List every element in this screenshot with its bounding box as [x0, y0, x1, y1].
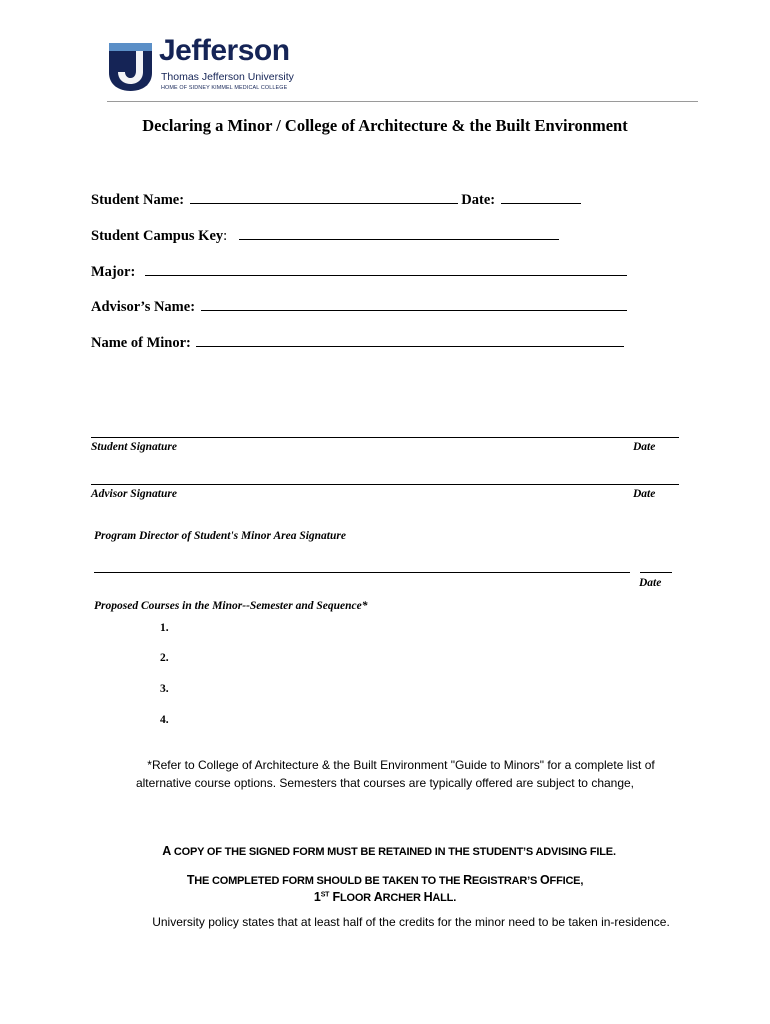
date-label: Date: [461, 192, 496, 208]
advisor-date-label: Date [633, 488, 656, 500]
student-name-label: Student Name: [91, 192, 185, 208]
program-director-signature-line[interactable] [94, 572, 630, 573]
director-date-label: Date [639, 577, 662, 589]
minor-name-label: Name of Minor: [91, 335, 191, 351]
advisor-name-row [91, 298, 627, 316]
minor-name-row [91, 334, 624, 352]
logo-subtitle: Thomas Jefferson University [161, 71, 294, 83]
registered-mark: ® [144, 82, 148, 88]
advisor-name-field[interactable] [201, 298, 627, 311]
campus-key-label: Student Campus Key [91, 228, 224, 244]
logo-wordmark: Jefferson [159, 34, 290, 67]
major-row [91, 263, 627, 281]
advisor-name-label: Advisor’s Name: [91, 299, 196, 315]
student-date-label: Date [633, 441, 656, 453]
campus-key-field[interactable] [239, 227, 559, 240]
student-name-row [91, 191, 581, 209]
course-item: 4. [160, 714, 169, 726]
logo-home-line: HOME OF SIDNEY KIMMEL MEDICAL COLLEGE [161, 85, 288, 91]
course-item: 2. [160, 652, 169, 664]
student-signature-line[interactable] [91, 437, 679, 438]
residence-policy: University policy states that at least half of the credits for the minor need to be taken in-residence. [152, 915, 670, 929]
courses-heading: Proposed Courses in the Minor--Semester and Sequence* [94, 600, 368, 612]
advising-file-notice: A COPY OF THE SIGNED FORM MUST BE RETAINED IN THE STUDENT’S ADVISING FILE. [162, 844, 616, 858]
jefferson-logo [106, 34, 296, 96]
advisor-signature-line[interactable] [91, 484, 679, 485]
header-divider [107, 101, 698, 102]
campus-key-row [91, 227, 559, 245]
campus-key-colon: : [223, 228, 228, 244]
minor-name-field[interactable] [196, 334, 624, 347]
guide-note-line-2: alternative course options. Semesters that courses are typically offered are subject to change, [135, 776, 635, 790]
form-title: Declaring a Minor / College of Architecture & the Built Environment [142, 116, 628, 135]
advisor-signature-label: Advisor Signature [91, 488, 177, 500]
registrar-notice: THE COMPLETED FORM SHOULD BE TAKEN TO THE REGISTRAR’S OFFICE, [186, 873, 584, 887]
location-notice: 1ST FLOOR ARCHER HALL. [313, 890, 457, 904]
date-field[interactable] [501, 191, 581, 204]
course-item: 3. [160, 683, 169, 695]
student-name-field[interactable] [190, 191, 458, 204]
course-item: 1. [160, 622, 169, 634]
student-signature-label: Student Signature [91, 441, 177, 453]
program-director-date-line[interactable] [640, 572, 672, 573]
major-field[interactable] [145, 263, 627, 276]
major-label: Major: [91, 264, 136, 280]
program-director-signature-label: Program Director of Student's Minor Area Signature [94, 530, 346, 542]
guide-note-line-1: *Refer to College of Architecture & the Built Environment "Guide to Minors" for a complete list of [147, 758, 655, 772]
